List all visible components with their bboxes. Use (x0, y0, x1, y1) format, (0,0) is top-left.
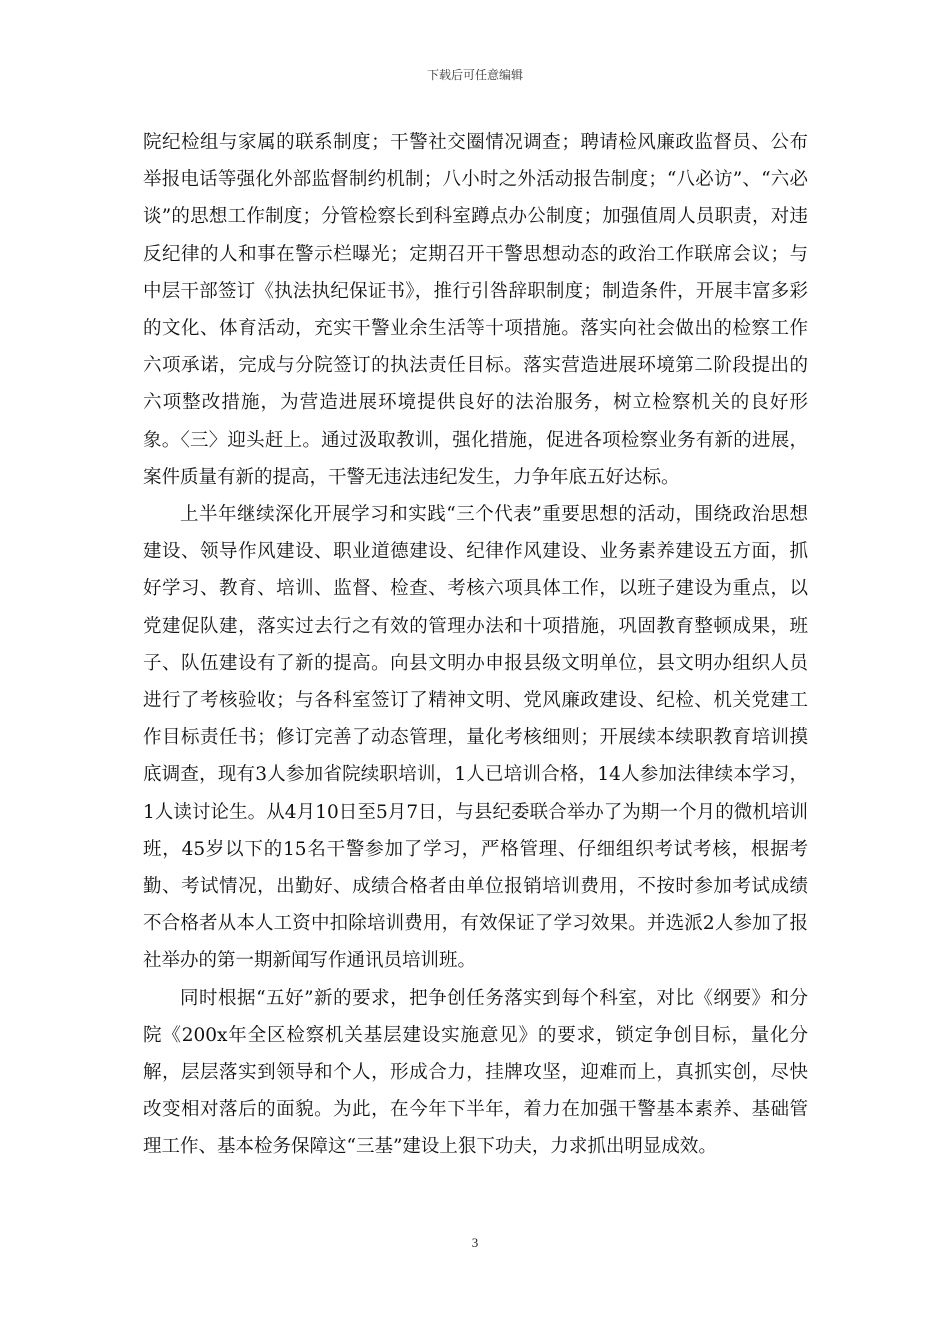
paragraph-1: 院纪检组与家属的联系制度；干警社交圈情况调查；聘请检风廉政监督员、公布举报电话等强化外部监督制约机制；八小时之外活动报告制度；“八必访”、“六必谈”的思想工作制度；分管检察长到科室蹲点办公制度；加强值周人员职责，对违反纪律的人和事在警示栏曝光；定期召开干警思想动态的政治工作联席会议；与中层干部签订《执法执纪保证书》，推行引咎辞职制度；制造条件，开展丰富多彩的文化、体育活动，充实干警业余生活等十项措施。落实向社会做出的检察工作六项承诺，完成与分院签订的执法责任目标。落实营造进展环境第二阶段提出的六项整改措施，为营造进展环境提供良好的法治服务，树立检察机关的良好形象。〈三〉迎头赶上。通过汲取教训，强化措施，促进各项检察业务有新的进展，案件质量有新的提高，干警无违法违纪发生，力争年底五好达标。 (143, 132, 808, 488)
paragraph-3: 同时根据“五好”新的要求，把争创任务落实到每个科室，对比《纲要》和分院《200x年全区检察机关基层建设实施意见》的要求，锁定争创目标，量化分解，层层落实到领导和个人，形成合力，挂牌攻坚，迎难而上，真抓实创，尽快改变相对落后的面貌。为此，在今年下半年，着力在加强干警基本素养、基础管理工作、基本检务保障这“三基”建设上狠下功夫，力求抓出明显成效。 (143, 987, 808, 1158)
page-number: 3 (471, 1235, 479, 1250)
document-body (143, 124, 808, 1166)
page-header: 下载后可任意编辑 (426, 68, 523, 82)
paragraph-2: 上半年继续深化开展学习和实践“三个代表”重要思想的活动，围绕政治思想建设、领导作风建设、职业道德建设、纪律作风建设、业务素养建设五方面，抓好学习、教育、培训、监督、检查、考核六项具体工作，以班子建设为重点，以党建促队建，落实过去行之有效的管理办法和十项措施，巩固教育整顿成果，班子、队伍建设有了新的提高。向县文明办申报县级文明单位，县文明办组织人员进行了考核验收；与各科室签订了精神文明、党风廉政建设、纪检、机关党建工作目标责任书；修订完善了动态管理，量化考核细则；开展续本续职教育培训摸底调查，现有3人参加省院续职培训，1人已培训合格，14人参加法律续本学习，1人读讨论生。从4月10日至5月7日，与县纪委联合举办了为期一个月的微机培训班，45岁以下的15名干警参加了学习，严格管理、仔细组织考试考核，根据考勤、考试情况，出勤好、成绩合格者由单位报销培训费用，不按时参加考试成绩不合格者从本人工资中扣除培训费用，有效保证了学习效果。并选派2人参加了报社举办的第一期新闻写作通讯员培训班。 (143, 504, 808, 972)
